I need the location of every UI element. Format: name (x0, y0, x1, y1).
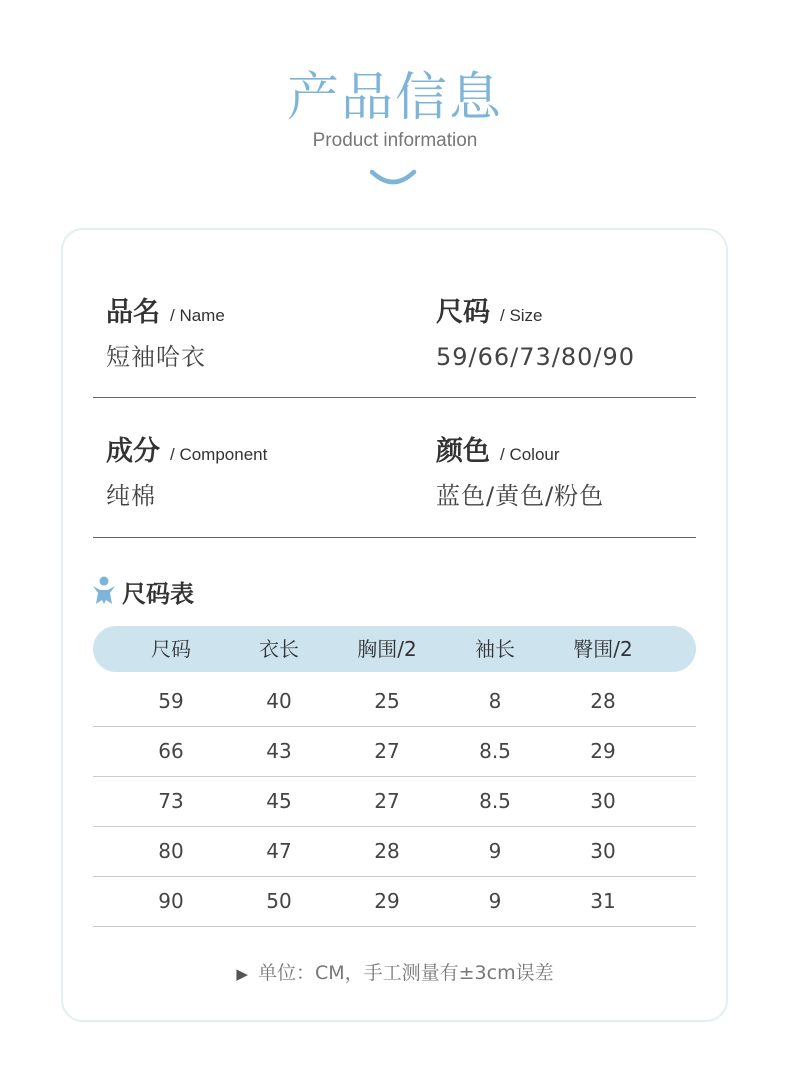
table-cell: 8.5 (479, 739, 511, 763)
measurement-note (0, 958, 790, 989)
table-cell: 43 (266, 739, 292, 763)
field-component (106, 435, 406, 511)
header-cell: 衣长 (259, 637, 299, 661)
field-component-label: 成分 / Component (106, 436, 268, 467)
person-icon (92, 576, 116, 606)
page-title: 产品信息 (286, 68, 503, 128)
table-row (93, 826, 696, 877)
divider (93, 537, 696, 538)
size-chart-title (92, 574, 194, 608)
table-cell: 9 (488, 839, 502, 863)
table-cell: 30 (590, 789, 616, 813)
header-cell: 臀围/2 (573, 637, 633, 661)
table-cell: 73 (158, 789, 184, 813)
table-row (93, 876, 696, 927)
table-cell: 31 (590, 889, 616, 913)
table-cell: 29 (590, 739, 616, 763)
header-cell: 袖长 (475, 637, 515, 661)
page-subtitle: Product information (312, 130, 478, 151)
table-row (93, 776, 696, 827)
field-name-label-en: / Name (170, 306, 225, 325)
field-colour-label-en: / Colour (500, 445, 560, 464)
field-colour-value: 蓝色/黄色/粉色 (436, 482, 605, 510)
header-cell: 胸围/2 (357, 637, 417, 661)
table-row (93, 676, 696, 727)
field-name (106, 296, 406, 372)
table-cell: 8.5 (479, 789, 511, 813)
table-cell: 25 (374, 689, 400, 713)
field-size-label-en: / Size (500, 306, 543, 325)
table-cell: 50 (266, 889, 292, 913)
field-colour (436, 435, 736, 511)
table-cell: 90 (158, 889, 184, 913)
field-size-label: 尺码 / Size (436, 297, 543, 328)
table-cell: 30 (590, 839, 616, 863)
smile-icon (369, 166, 417, 190)
table-cell: 8 (488, 689, 502, 713)
table-cell: 40 (266, 689, 292, 713)
field-name-value: 短袖哈衣 (106, 343, 206, 371)
field-size-value: 59/66/73/80/90 (436, 343, 636, 371)
field-component-label-en: / Component (170, 445, 268, 464)
field-component-value: 纯棉 (106, 482, 156, 510)
table-cell: 80 (158, 839, 184, 863)
table-cell: 29 (374, 889, 400, 913)
table-row (93, 726, 696, 777)
table-cell: 28 (374, 839, 400, 863)
field-name-label: 品名 / Name (106, 297, 225, 328)
table-cell: 9 (488, 889, 502, 913)
header-cell: 尺码 (151, 637, 191, 661)
table-cell: 27 (374, 789, 400, 813)
table-cell: 45 (266, 789, 292, 813)
field-colour-label: 颜色 / Colour (436, 436, 560, 467)
size-chart-label: 尺码表 (122, 579, 194, 608)
measurement-note-text: 单位：CM，手工测量有±3cm误差 (257, 962, 554, 984)
play-arrow-icon: ▶ (236, 965, 248, 983)
size-table-header (93, 626, 696, 672)
divider (93, 397, 696, 398)
table-cell: 66 (158, 739, 184, 763)
table-cell: 59 (158, 689, 184, 713)
table-cell: 27 (374, 739, 400, 763)
field-size (436, 296, 736, 372)
table-cell: 47 (266, 839, 292, 863)
table-cell: 28 (590, 689, 616, 713)
